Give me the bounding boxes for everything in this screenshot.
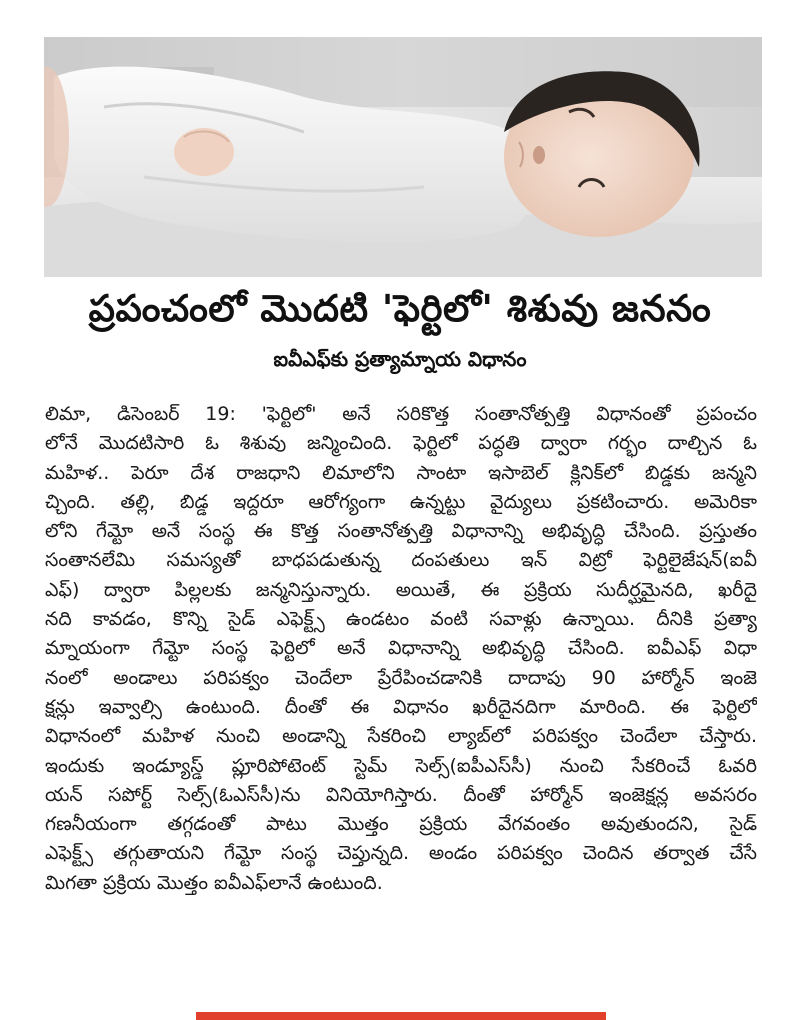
article-line: విధానంలో మహిళ నుంచి అండాన్ని సేకరించి ల్యాబ్‌లో పరిపక్వం చెందేలా చేస్తారు. — [45, 725, 757, 748]
article-line: మహిళ.. పెరూ దేశ రాజధాని లిమాలోని సాంటా ఇసాబెల్ క్లినిక్‌లో బిడ్డకు జన్మని — [45, 461, 757, 484]
article-line: ఎఫ్) ద్వారా పిల్లలకు జన్మనిస్తున్నారు. అయితే, ఈ ప్రక్రియ సుదీర్ఘమైనది, ఖరీదై — [45, 578, 757, 601]
article-line: క్షన్లు ఇవ్వాల్సి ఉంటుంది. దీంతో ఈ విధానం ఖరీదైనదిగా మారింది. ఈ ఫెర్టిలో — [45, 695, 757, 718]
subheadline: ఐవీఎఫ్‌కు ప్రత్యామ్నాయ విధానం — [273, 347, 527, 371]
article-line: నంలో అండాలు పరిపక్వం చెందేలా ప్రేరేపించడానికి దాదాపు 90 హార్మోన్ ఇంజె — [45, 666, 757, 689]
article-line: లోనే మొదటిసారి ఓ శిశువు జన్మించింది. ఫెర్టిలో పద్ధతి ద్వారా గర్భం దాల్చిన ఓ — [45, 432, 757, 455]
article-line: సంతానలేమి సమస్యతో బాధపడుతున్న దంపతులు ఇన్ విట్రో ఫెర్టిలైజేషన్(ఐవీ — [45, 549, 757, 572]
article-line: ఎఫెక్ట్స్ తగ్గుతాయని గేమ్టో సంస్థ చెప్తున్నది. అండం పరిపక్వం చెందిన తర్వాత చేసే — [45, 842, 757, 865]
accent-bar — [196, 1012, 606, 1020]
article-line: లోని గేమ్టో అనే సంస్థ ఈ కొత్త సంతానోత్పత్తి విధానాన్ని అభివృద్ధి చేసింది. ప్రస్తుతం — [45, 520, 757, 543]
article-line: ఇందుకు ఇండ్యూస్డ్ ప్లూరిపోటెంట్ స్టెమ్ సెల్స్(ఐపీఎస్‌సీ) నుంచి సేకరించే ఓవరి — [45, 754, 757, 777]
article-line: యన్ సపోర్ట్ సెల్స్(ఓఎస్‌సీ)ను వినియోగిస్తారు. దీంతో హార్మోన్ ఇంజెక్షన్ల అవసరం — [45, 783, 757, 806]
headline: ప్రపంచంలో మొదటి 'ఫెర్టిలో' శిశువు జననం — [88, 287, 712, 330]
article-line: చ్చింది. తల్లి, బిడ్డ ఇద్దరూ ఆరోగ్యంగా ఉన్నట్టు వైద్యులు ప్రకటించారు. అమెరికా — [45, 490, 757, 513]
newborn-baby-photo — [44, 37, 762, 277]
article-body — [45, 400, 757, 898]
article-line: నది కావడం, కొన్ని సైడ్ ఎఫెక్ట్స్ ఉండటం వంటి సవాళ్లు ఉన్నాయి. దీనికి ప్రత్యా — [45, 608, 757, 631]
article-line: మిగతా ప్రక్రియ మొత్తం ఐవీఎఫ్‌లానే ఉంటుంది. — [45, 871, 383, 894]
article-line: మ్నాయంగా గేమ్టో సంస్థ ఫెర్టిలో అనే విధానాన్ని అభివృద్ధి చేసింది. ఐవీఎఫ్ విధా — [45, 637, 757, 660]
article-line: గణనీయంగా తగ్గడంతో పాటు మొత్తం ప్రక్రియ వేగవంతం అవుతుందని, సైడ్ — [45, 813, 757, 836]
article-line: లిమా, డిసెంబర్ 19: 'ఫెర్టిలో' అనే సరికొత్త సంతానోత్పత్తి విధానంతో ప్రపంచం — [45, 403, 757, 425]
